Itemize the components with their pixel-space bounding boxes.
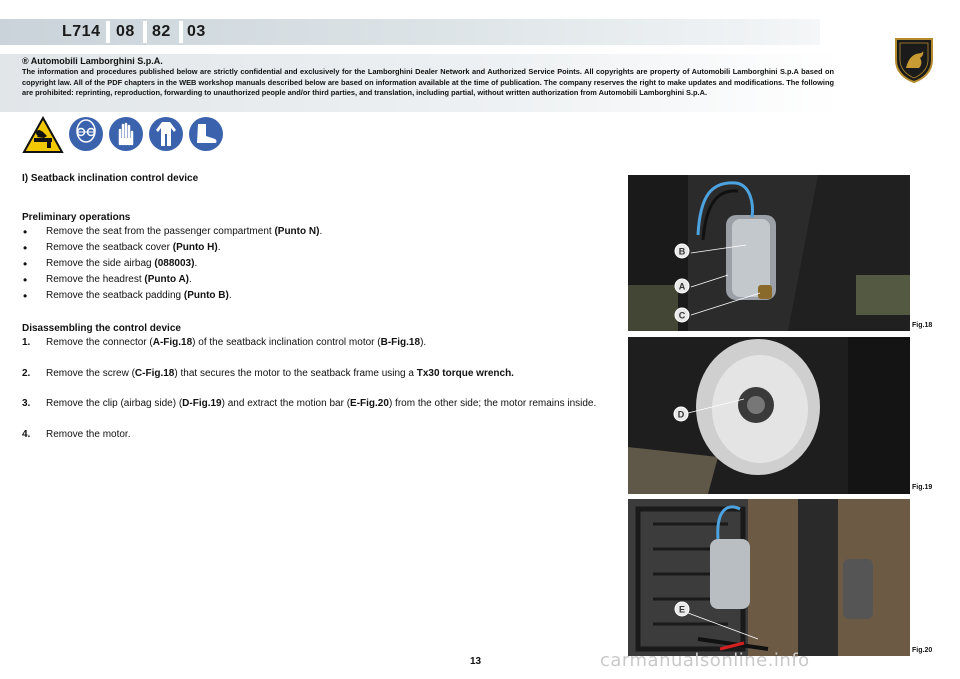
item-text: Remove the headrest	[46, 274, 145, 285]
watermark-text: carmanualsonline.info	[600, 650, 810, 671]
safety-goggles-icon	[68, 116, 104, 152]
figure-label-18: Fig.18	[912, 322, 933, 329]
photo-fig20	[628, 499, 910, 656]
step-number: 2.	[22, 367, 31, 379]
marker-e: E	[678, 604, 686, 615]
procedure-step: 3. Remove the clip (airbag side) (D-Fig.19) and extract the motion bar (E-Fig.20) from the other side; the motor remains inside.	[22, 396, 626, 412]
protective-gloves-icon	[108, 116, 144, 152]
company-name: ® Automobili Lamborghini S.p.A.	[22, 56, 163, 66]
procedure-step: 4. Remove the motor.	[22, 427, 626, 443]
procedure-step: 2. Remove the screw (C-Fig.18) that secures the motor to the seatback frame using a Tx30 torque wrench.	[22, 366, 626, 382]
photo-fig18	[628, 175, 910, 331]
section-title: I) Seatback inclination control device	[22, 173, 199, 184]
item-reference: (Punto H)	[172, 242, 218, 253]
model-code: L714	[62, 23, 101, 40]
confidentiality-notice: The information and procedures published below are strictly confidential and exclusively for the Lamborghini Dealer Network and Authorized Service Points. All copyrights are property of Automobili Lamborghini S.p.A based on copyright law. All of the PDF chapters in the WEB workshop manuals described below are based on information available at the time of publication. The company reserves the right to make updates and modifications. The following are prohibited: reprinting, reproduction, forwarding to unauthorized people and/or third parties, and translation, including partial, without written authorization from Automobili Lamborghini S.p.A.	[22, 67, 834, 97]
list-item	[22, 256, 322, 272]
list-item	[22, 240, 322, 256]
item-reference: (Punto A)	[144, 274, 190, 285]
list-item	[22, 224, 322, 240]
step-number: 3.	[22, 398, 31, 409]
marker-b: B	[678, 246, 686, 257]
item-end: .	[228, 290, 232, 301]
list-item	[22, 288, 322, 304]
list-item	[22, 272, 322, 288]
preliminary-heading: Preliminary operations	[22, 212, 131, 223]
item-text: Remove the seat from the passenger compartment	[46, 226, 275, 237]
bullet: •	[23, 273, 28, 287]
bullet: •	[23, 241, 28, 255]
item-text: Remove the seatback cover	[46, 242, 173, 253]
lamborghini-logo	[893, 36, 935, 84]
figure-label-19: Fig.19	[912, 484, 933, 491]
item-reference: (Punto B)	[183, 290, 229, 301]
photo-fig19	[628, 337, 910, 494]
item-end: .	[217, 242, 221, 253]
section-code: 03	[187, 23, 206, 40]
item-end: .	[189, 274, 192, 285]
page-number: 13	[470, 656, 482, 667]
subgroup-code: 82	[152, 23, 171, 40]
code-separator	[106, 21, 110, 43]
bullet: •	[23, 225, 28, 239]
procedure-step: 1. Remove the connector (A-Fig.18) of the seatback inclination control motor (B-Fig.18).	[22, 335, 626, 351]
preliminary-operations	[22, 212, 322, 304]
protective-suit-icon	[148, 116, 184, 152]
item-reference: (Punto N)	[274, 226, 320, 237]
figure-label-20: Fig.20	[912, 647, 933, 654]
marker-c: C	[678, 310, 686, 321]
safety-shoes-icon	[188, 116, 224, 152]
code-separator	[143, 21, 147, 43]
item-reference: (088003)	[154, 258, 195, 269]
code-separator	[179, 21, 183, 43]
bullet: •	[23, 289, 28, 303]
item-text: Remove the side airbag	[46, 258, 155, 269]
marker-a: A	[678, 281, 686, 292]
group-code: 08	[116, 23, 135, 40]
hazard-warning-icon	[22, 116, 64, 154]
step-number: 4.	[22, 428, 31, 440]
marker-d: D	[677, 409, 685, 420]
step-number: 1.	[22, 337, 31, 348]
bullet: •	[23, 257, 28, 271]
item-end: .	[194, 258, 198, 269]
disassembly-procedure	[22, 323, 626, 442]
copyright-header	[22, 56, 834, 99]
disassembly-heading: Disassembling the control device	[22, 323, 181, 334]
item-text: Remove the seatback padding	[46, 290, 184, 301]
item-end: .	[319, 226, 323, 237]
